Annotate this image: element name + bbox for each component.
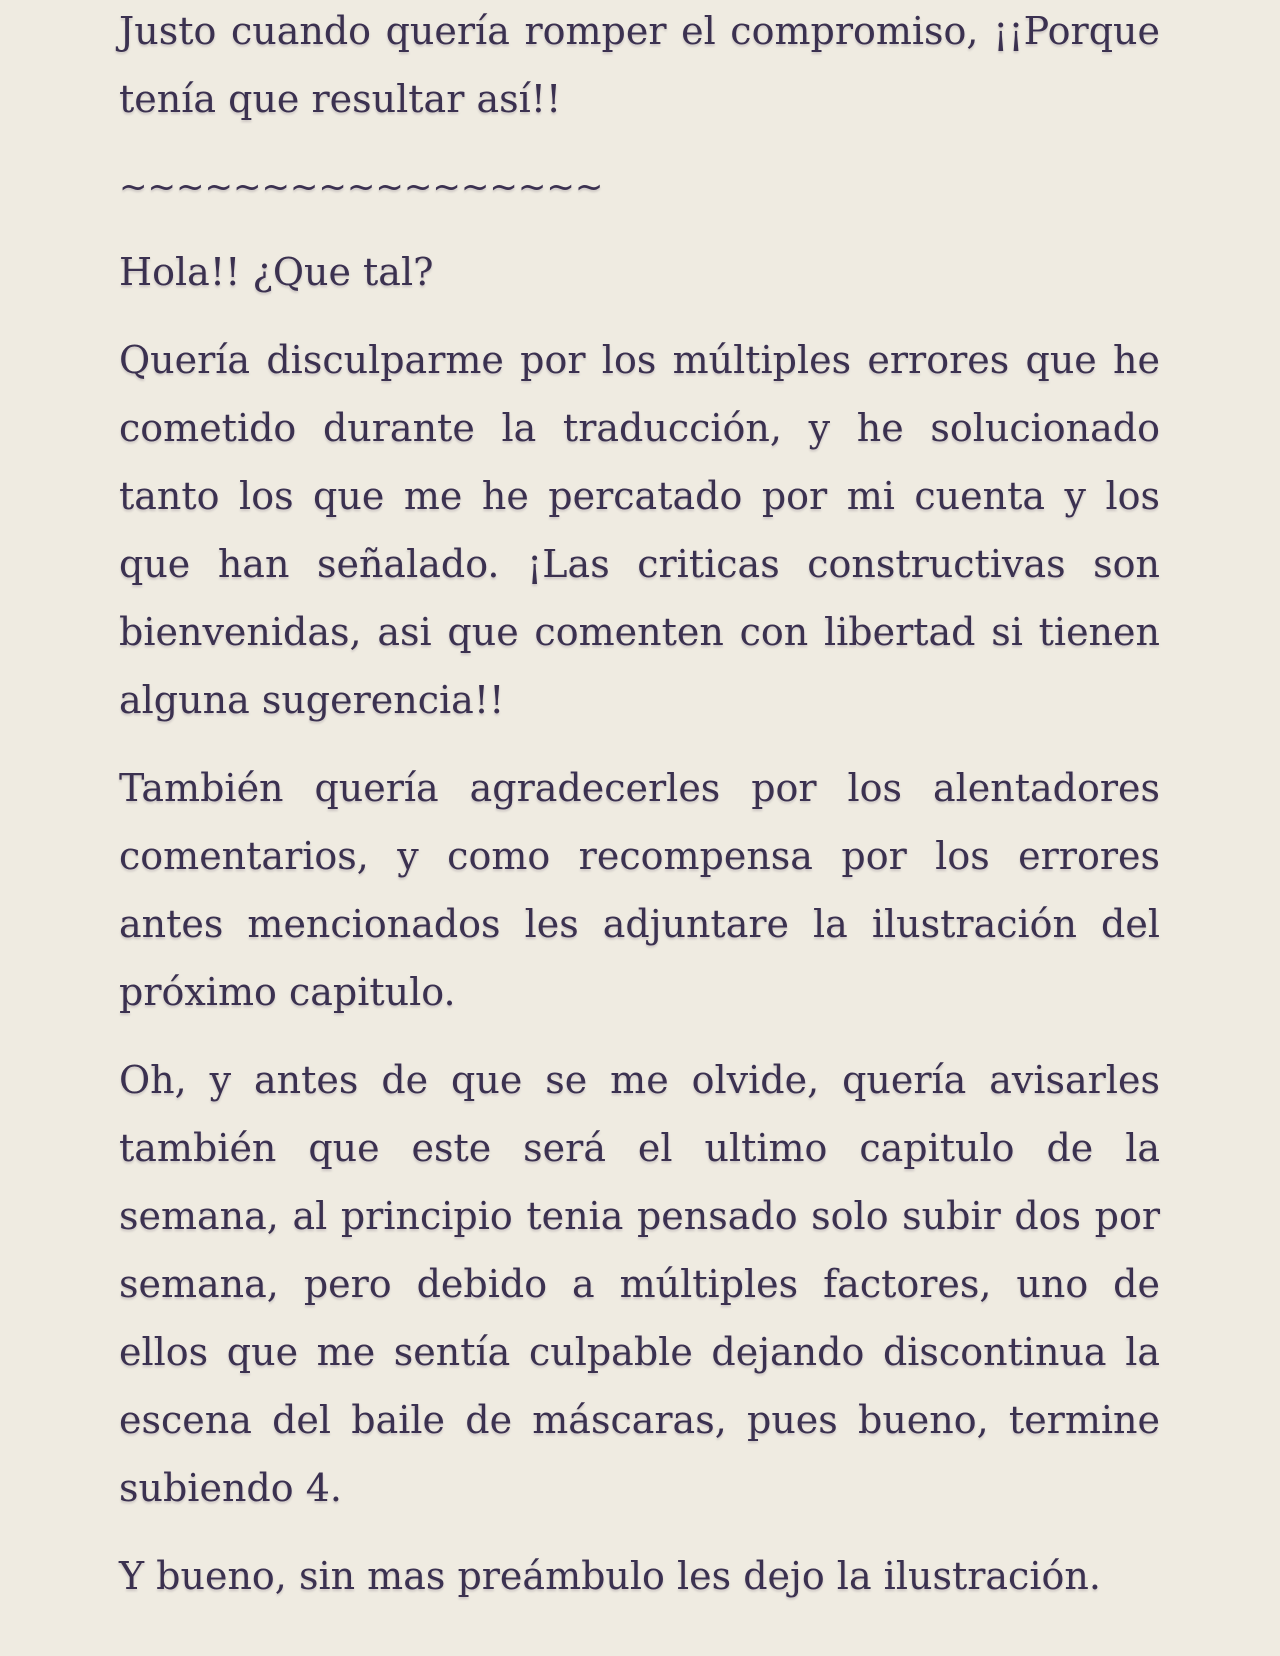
thanks-paragraph: También quería agradecerles por los alentadores comentarios, y como recompensa por los errores antes mencionados les adjuntare la ilustración del próximo capitulo. (119, 766, 1160, 1014)
chapter-text (119, 0, 1160, 1610)
author-greeting: Hola!! ¿Que tal? (119, 250, 434, 294)
illustration-intro: Y bueno, sin mas preámbulo les dejo la ilustración. (119, 1554, 1101, 1598)
schedule-paragraph: Oh, y antes de que se me olvide, quería avisarles también que este será el ultimo capitulo de la semana, al principio tenia pensado solo subir dos por semana, pero debido a múltiples factores, uno de ellos que me sentía culpable dejando discontinua la escena del baile de máscaras, pues bueno, termine subiendo 4. (119, 1058, 1160, 1510)
section-separator: ~~~~~~~~~~~~~~~~~ (119, 167, 604, 207)
closing-paragraph: Justo cuando quería romper el compromiso, ¡¡Porque tenía que resultar así!! (119, 9, 1160, 121)
apology-paragraph: Quería disculparme por los múltiples errores que he cometido durante la traducción, y he solucionado tanto los que me he percatado por mi cuenta y los que han señalado. ¡Las criticas constructivas son bienvenidas, asi que comenten con libertad si tienen alguna sugerencia!! (119, 338, 1160, 722)
